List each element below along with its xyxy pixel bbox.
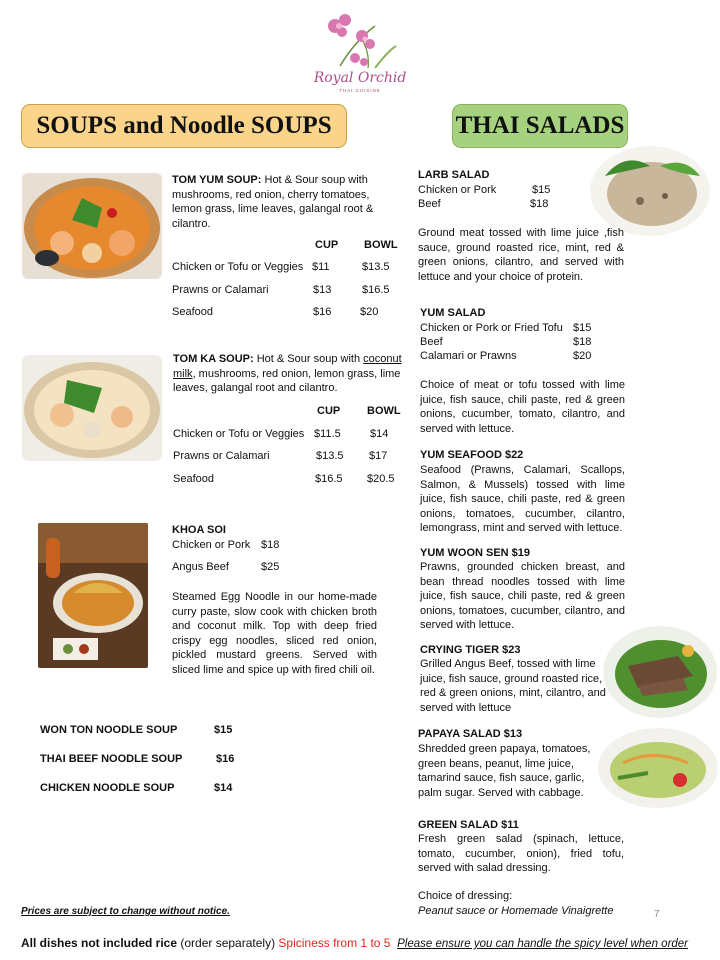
crying-tiger-photo [603,626,718,718]
tom-yum-row-3-bowl: $20 [360,306,379,318]
papaya-salad-title: PAPAYA SALAD $13 [418,728,523,740]
yum-option-2: Beef [420,336,443,348]
price-notice: Prices are subject to change without notice. [21,906,230,917]
papaya-salad-description: Shredded green papaya, tomatoes, green beans, peanut, lime juice, tamarind sauce, fish sauce, garlic, palm sugar. Served with cabbage. [418,743,591,799]
noodle-soup-2-price: $16 [216,753,235,765]
spiciness-note: Spiciness from 1 to 5 [278,936,391,950]
yum-option-1: Chicken or Pork or Fried Tofu [420,322,563,334]
larb-description: Ground meat tossed with lime juice ,fish sauce, ground roasted rice, mint, red & green onions, cilantro, and served with lettuce and your choice of protein. [418,227,624,283]
khoa-soi-description: Steamed Egg Noodle in our home-made curry paste, slow cook with chicken broth and coconut milk. Top with deep fried crispy egg noodles, sliced red onion, pickled mustard greens. Served with sliced lime and spice up with fired chili oil. [172,591,377,676]
yum-description: Choice of meat or tofu tossed with lime juice, fish sauce, chili paste, red & green onions, cucumber, tomato, cilantro, and served with lettuce. [420,379,625,435]
yum-seafood-title: YUM SEAFOOD $22 [420,449,524,461]
tom-yum-row-1-bowl: $13.5 [362,261,390,273]
tom-yum-description [172,173,382,231]
footer-rice-note [21,936,688,950]
khoa-soi-photo [38,523,148,668]
khoa-soi-price-1: $18 [261,539,280,551]
tom-ka-description [173,352,403,396]
tom-ka-title: TOM KA SOUP: [173,353,254,365]
tom-ka-row-2-bowl: $17 [369,450,388,462]
logo-subtitle: THAI CUISINE [339,88,381,93]
tom-yum-row-2-bowl: $16.5 [362,284,390,296]
tom-ka-row-1-cup: $11.5 [314,428,341,440]
yum-price-1: $15 [573,322,592,334]
noodle-soup-3-price: $14 [214,782,233,794]
tom-ka-desc-start: Hot & Sour soup with [253,353,364,365]
soups-section-header: SOUPS and Noodle SOUPS [21,104,347,148]
green-salad-description: Fresh green salad (spinach, lettuce, tomato, cucumber, onion), fried tofu, served with salad dressing. [418,833,624,874]
tom-ka-row-3-name: Seafood [173,473,214,485]
noodle-soup-2-name: THAI BEEF NOODLE SOUP [40,753,183,765]
tom-yum-row-2-cup: $13 [313,284,332,296]
noodle-soup-1-price: $15 [214,724,233,736]
yum-seafood-description: Seafood (Prawns, Calamari, Scallops, Salmon, & Mussels) tossed with lime juice, fish sauce, chili paste, red & green onions, tomatoes, cucumber, cilantro, lemongrass, mint and served with lettuce. [420,464,625,534]
tom-yum-bowl-header: BOWL [364,239,398,251]
papaya-salad-photo [598,728,718,808]
yum-woon-sen-title: YUM WOON SEN $19 [420,547,531,559]
tom-ka-cup-header: CUP [317,405,341,417]
tom-yum-row-1-name: Chicken or Tofu or Veggies [172,261,304,273]
tom-yum-title: TOM YUM SOUP: [172,174,262,186]
tom-ka-row-1-name: Chicken or Tofu or Veggies [173,428,305,440]
tom-ka-row-3-cup: $16.5 [315,473,343,485]
green-salad-dressing-options: Peanut sauce or Homemade Vinaigrette [418,905,614,917]
green-salad-title: GREEN SALAD $11 [418,819,519,831]
yum-option-3: Calamari or Prawns [420,350,517,362]
khoa-soi-title: KHOA SOI [172,524,226,536]
logo-name: Royal Orchid [313,70,407,86]
larb-price-1: $15 [532,184,551,196]
khoa-soi-price-2: $25 [261,561,280,573]
tom-yum-row-2-name: Prawns or Calamari [172,284,269,296]
noodle-soup-3-name: CHICKEN NOODLE SOUP [40,782,175,794]
crying-tiger-description: Grilled Angus Beef, tossed with lime juice, fish sauce, ground roasted rice, red & green onions, mint, cilantro, and served with lettuce [420,658,606,714]
tom-ka-row-2-name: Prawns or Calamari [173,450,270,462]
tom-yum-desc: Hot & Sour soup with mushrooms, red onion, cherry tomatoes, lemon grass, lime leaves, galangal root & cilantro. [172,174,374,230]
tom-ka-bowl-header: BOWL [367,405,401,417]
khoa-soi-option-1: Chicken or Pork [172,539,251,551]
tom-ka-row-1-bowl: $14 [370,428,389,440]
tom-ka-photo [22,355,162,461]
tom-ka-row-3-bowl: $20.5 [367,473,395,485]
logo-orchid-graphic [300,6,420,101]
tom-ka-desc-coconut: coconut milk [173,353,402,380]
yum-price-2: $18 [573,336,592,348]
larb-salad-title: LARB SALAD [418,169,490,181]
larb-option-1: Chicken or Pork [418,184,497,196]
larb-price-2: $18 [530,198,549,210]
spicy-warning: Please ensure you can handle the spicy level when order [397,938,689,950]
khoa-soi-option-2: Angus Beef [172,561,229,573]
tom-ka-row-2-cup: $13.5 [316,450,344,462]
rice-note-bold: All dishes not included rice [21,936,178,950]
tom-ka-desc-end: , mushrooms, red onion, lemon grass, lime leaves, galangal root and cilantro. [173,367,401,394]
yum-woon-sen-description: Prawns, grounded chicken breast, and bean thread noodles tossed with lime juice, fish sauce, chili paste, red & green onions, tomatoes, cucumber, cilantro, and served with lettuce. [420,561,625,631]
tom-yum-row-1-cup: $11 [312,261,330,273]
crying-tiger-title: CRYING TIGER $23 [420,644,521,656]
salads-section-header: THAI SALADS [452,104,628,148]
larb-salad-photo [590,146,710,236]
noodle-soup-1-name: WON TON NOODLE SOUP [40,724,178,736]
rice-note-rest: (order separately) [177,936,279,950]
green-salad-dressing-label: Choice of dressing: [418,890,513,902]
yum-salad-title: YUM SALAD [420,307,486,319]
tom-yum-row-3-name: Seafood [172,306,213,318]
page-number: 7 [654,909,660,920]
tom-yum-photo [22,173,162,279]
tom-yum-row-3-cup: $16 [313,306,332,318]
yum-price-3: $20 [573,350,592,362]
larb-option-2: Beef [418,198,441,210]
tom-yum-cup-header: CUP [315,239,339,251]
